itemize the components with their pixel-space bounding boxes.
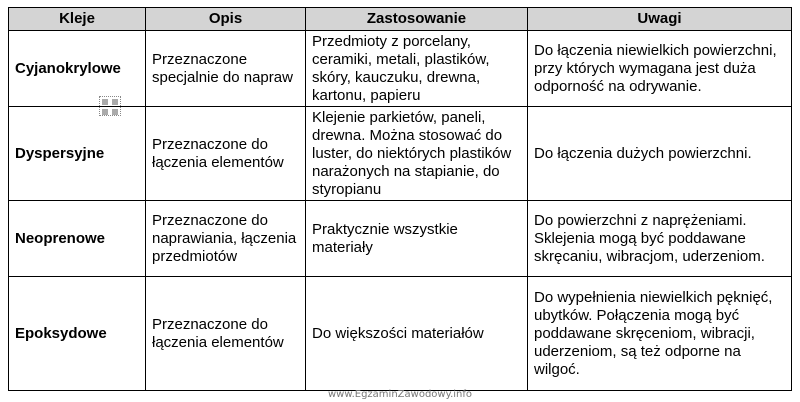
scan-artifact-icon: [99, 96, 121, 116]
table-row: [9, 31, 792, 107]
glue-description: Przeznaczone do łączenia elementów: [146, 277, 306, 391]
glue-application: Klejenie parkietów, paneli, drewna. Można stosować do luster, do niektórych plastików narażonych na stapianie, do styropianu: [306, 107, 528, 201]
glue-name: Dyspersyjne: [9, 107, 146, 201]
header-opis: Opis: [146, 8, 306, 31]
header-uwagi: Uwagi: [528, 8, 792, 31]
glue-name: Epoksydowe: [9, 277, 146, 391]
header-zastosowanie: Zastosowanie: [306, 8, 528, 31]
glue-name: Cyjanokrylowe: [9, 31, 146, 107]
table-row: [9, 201, 792, 277]
glue-application: Do większości materiałów: [306, 277, 528, 391]
glue-description: Przeznaczone do naprawiania, łączenia przedmiotów: [146, 201, 306, 277]
watermark: www.EgzaminZawodowy.info: [327, 389, 473, 400]
glue-name: Neoprenowe: [9, 201, 146, 277]
adhesives-table: [8, 7, 792, 391]
glue-notes: Do wypełnienia niewielkich pęknięć, ubytków. Połączenia mogą być poddawane skręceniom, wibracji, uderzeniom, są też odporne na wilgoć.: [528, 277, 792, 391]
table-row: [9, 277, 792, 391]
glue-description: Przeznaczone specjalnie do napraw: [146, 31, 306, 107]
table-row: [9, 107, 792, 201]
glue-notes: Do powierzchni z naprężeniami. Sklejenia mogą być poddawane skręcaniu, wibracjom, uderzeniom.: [528, 201, 792, 277]
glue-application: Praktycznie wszystkie materiały: [306, 201, 528, 277]
glue-notes: Do łączenia niewielkich powierzchni, przy których wymagana jest duża odporność na odrywanie.: [528, 31, 792, 107]
glue-application: Przedmioty z porcelany, ceramiki, metali, plastików, skóry, kauczuku, drewna, kartonu, papieru: [306, 31, 528, 107]
glue-description: Przeznaczone do łączenia elementów: [146, 107, 306, 201]
header-kleje: Kleje: [9, 8, 146, 31]
table-header-row: [9, 8, 792, 31]
glue-notes: Do łączenia dużych powierzchni.: [528, 107, 792, 201]
